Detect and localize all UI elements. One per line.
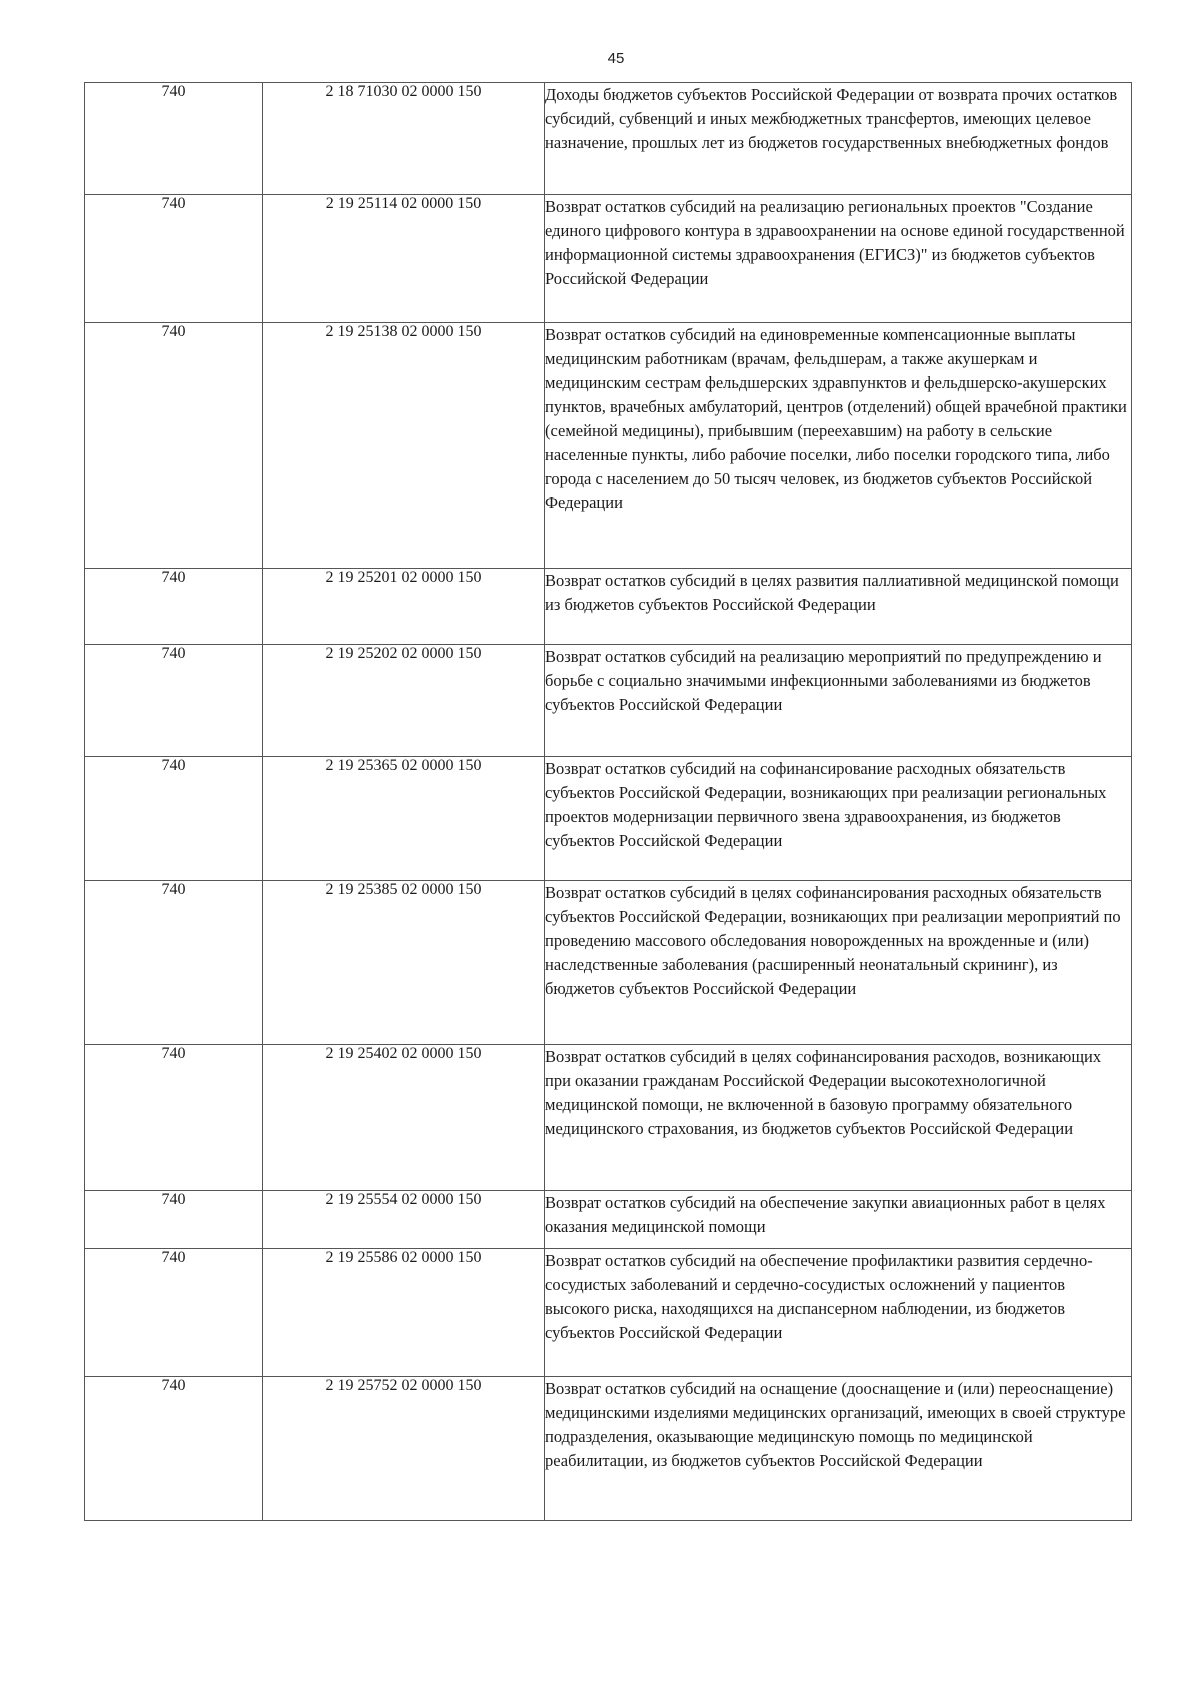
budget-code-cell: 2 19 25138 02 0000 150: [263, 323, 545, 569]
budget-code-cell: 2 19 25201 02 0000 150: [263, 569, 545, 645]
budget-code-cell: 2 19 25385 02 0000 150: [263, 881, 545, 1045]
income-name-cell: Возврат остатков субсидий на обеспечение закупки авиационных работ в целях оказания медицинской помощи: [545, 1191, 1132, 1249]
admin-code-cell: 740: [85, 1377, 263, 1521]
table-row: [85, 195, 1132, 323]
budget-codes-table-container: [84, 82, 1132, 1521]
admin-code-cell: 740: [85, 569, 263, 645]
admin-code-cell: 740: [85, 1045, 263, 1191]
budget-code-cell: 2 19 25586 02 0000 150: [263, 1249, 545, 1377]
page-number: 45: [607, 50, 625, 67]
admin-code-cell: 740: [85, 83, 263, 195]
admin-code-cell: 740: [85, 757, 263, 881]
table-row: [85, 645, 1132, 757]
table-row: [85, 1045, 1132, 1191]
admin-code-cell: 740: [85, 1249, 263, 1377]
table-row: [85, 1377, 1132, 1521]
budget-code-cell: 2 19 25365 02 0000 150: [263, 757, 545, 881]
table-body: [85, 83, 1132, 1521]
budget-codes-table: [84, 82, 1132, 1521]
income-name-cell: Доходы бюджетов субъектов Российской Федерации от возврата прочих остатков субсидий, субвенций и иных межбюджетных трансфертов, имеющих целевое назначение, прошлых лет из бюджетов государственных внебюджетных фондов: [545, 83, 1132, 195]
income-name-cell: Возврат остатков субсидий в целях софинансирования расходов, возникающих при оказании гражданам Российской Федерации высокотехнологичной медицинской помощи, не включенной в базовую программу обязательного медицинского страхования, из бюджетов субъектов Российской Федерации: [545, 1045, 1132, 1191]
admin-code-cell: 740: [85, 323, 263, 569]
admin-code-cell: 740: [85, 1191, 263, 1249]
table-row: [85, 323, 1132, 569]
budget-code-cell: 2 19 25114 02 0000 150: [263, 195, 545, 323]
table-row: [85, 569, 1132, 645]
budget-code-cell: 2 18 71030 02 0000 150: [263, 83, 545, 195]
table-row: [85, 757, 1132, 881]
income-name-cell: Возврат остатков субсидий на реализацию региональных проектов "Создание единого цифрового контура в здравоохранении на основе единой государственной информационной системы здравоохранения (ЕГИСЗ)" из бюджетов субъектов Российской Федерации: [545, 195, 1132, 323]
budget-code-cell: 2 19 25752 02 0000 150: [263, 1377, 545, 1521]
table-row: [85, 83, 1132, 195]
income-name-cell: Возврат остатков субсидий в целях развития паллиативной медицинской помощи из бюджетов субъектов Российской Федерации: [545, 569, 1132, 645]
income-name-cell: Возврат остатков субсидий в целях софинансирования расходных обязательств субъектов Российской Федерации, возникающих при реализации мероприятий по проведению массового обследования новорожденных на врожденные и (или) наследственные заболевания (расширенный неонатальный скрининг), из бюджетов субъектов Российской Федерации: [545, 881, 1132, 1045]
income-name-cell: Возврат остатков субсидий на обеспечение профилактики развития сердечно-сосудистых заболеваний и сердечно-сосудистых осложнений у пациентов высокого риска, находящихся на диспансерном наблюдении, из бюджетов субъектов Российской Федерации: [545, 1249, 1132, 1377]
income-name-cell: Возврат остатков субсидий на единовременные компенсационные выплаты медицинским работникам (врачам, фельдшерам, а также акушеркам и медицинским сестрам фельдшерских здравпунктов и фельдшерско-акушерских пунктов, врачебных амбулаторий, центров (отделений) общей врачебной практики (семейной медицины), прибывшим (переехавшим) на работу в сельские населенные пункты, либо рабочие поселки, либо поселки городского типа, либо города с населением до 50 тысяч человек, из бюджетов субъектов Российской Федерации: [545, 323, 1132, 569]
budget-code-cell: 2 19 25554 02 0000 150: [263, 1191, 545, 1249]
admin-code-cell: 740: [85, 195, 263, 323]
budget-code-cell: 2 19 25202 02 0000 150: [263, 645, 545, 757]
table-row: [85, 881, 1132, 1045]
income-name-cell: Возврат остатков субсидий на реализацию мероприятий по предупреждению и борьбе с социально значимыми инфекционными заболеваниями из бюджетов субъектов Российской Федерации: [545, 645, 1132, 757]
income-name-cell: Возврат остатков субсидий на софинансирование расходных обязательств субъектов Российской Федерации, возникающих при реализации региональных проектов модернизации первичного звена здравоохранения, из бюджетов субъектов Российской Федерации: [545, 757, 1132, 881]
budget-code-cell: 2 19 25402 02 0000 150: [263, 1045, 545, 1191]
income-name-cell: Возврат остатков субсидий на оснащение (дооснащение и (или) переоснащение) медицинскими изделиями медицинских организаций, имеющих в своей структуре подразделения, оказывающие медицинскую помощь по медицинской реабилитации, из бюджетов субъектов Российской Федерации: [545, 1377, 1132, 1521]
table-row: [85, 1191, 1132, 1249]
admin-code-cell: 740: [85, 881, 263, 1045]
admin-code-cell: 740: [85, 645, 263, 757]
table-row: [85, 1249, 1132, 1377]
